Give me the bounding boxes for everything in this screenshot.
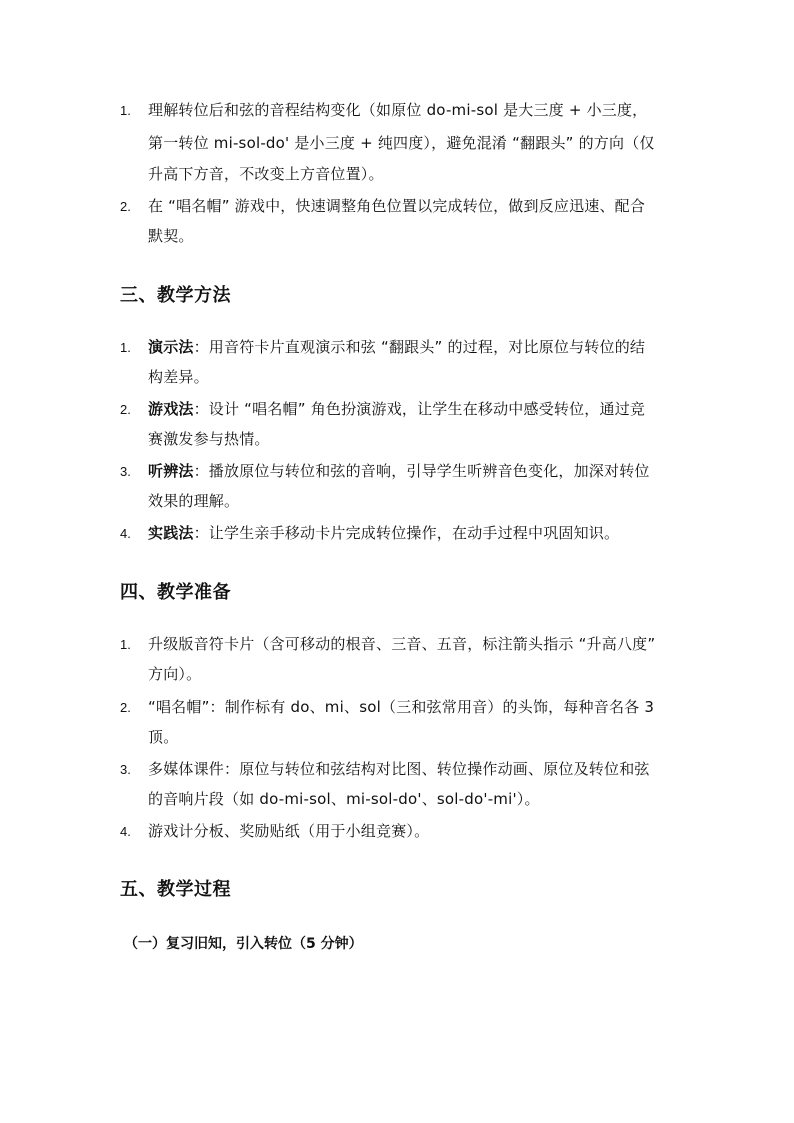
text-line: 赛激发参与热情。 <box>148 430 270 448</box>
text-line: 游戏计分板、奖励贴纸（用于小组竞赛）。 <box>148 822 430 840</box>
text-line: 默契。 <box>148 227 194 245</box>
text-line: 的音响片段（如 do-mi-sol、mi-sol-do'、sol-do'-mi'）。 <box>148 790 540 808</box>
text-line: 在 “唱名帽” 游戏中，快速调整角色位置以完成转位，做到反应迅速、配合 <box>148 197 646 215</box>
method-description: ：设计 “唱名帽” 角色扮演游戏，让学生在移动中感受转位，通过竞 <box>193 400 646 418</box>
text-line: 第一转位 mi-sol-do' 是小三度 + 纯四度），避免混淆 “翻跟头” 的方向（仅 <box>148 134 655 152</box>
text-line: 升级版音符卡片（含可移动的根音、三音、五音，标注箭头指示 “升高八度” <box>148 635 656 653</box>
text-line <box>148 399 645 419</box>
section-heading-methods: 三、教学方法 <box>120 285 231 306</box>
section-heading-process: 五、教学过程 <box>120 879 231 900</box>
item-number: 4. <box>120 824 131 839</box>
item-number: 1. <box>120 103 131 118</box>
text-line: 理解转位后和弦的音程结构变化（如原位 do-mi-sol 是大三度 + 小三度， <box>148 101 648 119</box>
item-number: 1. <box>120 637 131 652</box>
item-number: 3. <box>120 464 131 479</box>
text-line <box>148 461 650 481</box>
text-line: “唱名帽”：制作标有 do、mi、sol（三和弦常用音）的头饰，每种音名各 3 <box>148 698 655 716</box>
text-line <box>148 523 619 543</box>
text-line: 效果的理解。 <box>148 492 240 510</box>
item-number: 2. <box>120 700 131 715</box>
method-description: ：用音符卡片直观演示和弦 “翻跟头” 的过程，对比原位与转位的结 <box>193 338 646 356</box>
method-description: ：播放原位与转位和弦的音响，引导学生听辨音色变化，加深对转位 <box>193 462 650 480</box>
text-line: 构差异。 <box>148 368 209 386</box>
item-number: 1. <box>120 340 131 355</box>
text-line: 升高下方音，不改变上方音位置）。 <box>148 165 384 183</box>
method-name: 听辨法 <box>148 462 194 480</box>
item-number: 2. <box>120 402 131 417</box>
text-line: 多媒体课件：原位与转位和弦结构对比图、转位操作动画、原位及转位和弦 <box>148 760 650 778</box>
method-name: 演示法 <box>148 338 194 356</box>
item-number: 4. <box>120 526 131 541</box>
method-name: 游戏法 <box>148 400 194 418</box>
subsection-heading: （一）复习旧知，引入转位（5 分钟） <box>124 936 363 952</box>
section-heading-preparation: 四、教学准备 <box>120 582 231 603</box>
item-number: 2. <box>120 199 131 214</box>
text-line: 方向）。 <box>148 665 202 683</box>
text-line: 顶。 <box>148 728 179 746</box>
item-number: 3. <box>120 762 131 777</box>
method-description: ：让学生亲手移动卡片完成转位操作，在动手过程中巩固知识。 <box>193 524 620 542</box>
text-line <box>148 337 645 357</box>
method-name: 实践法 <box>148 524 194 542</box>
